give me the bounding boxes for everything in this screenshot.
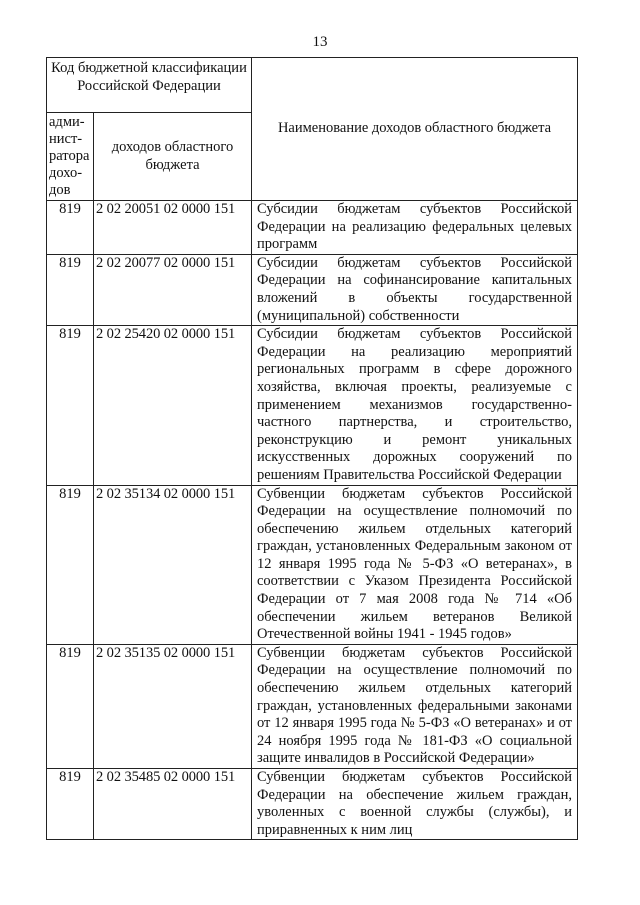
- admin-code-cell: 819: [47, 485, 94, 644]
- budget-classification-table: [46, 57, 578, 840]
- admin-code-cell: 819: [47, 254, 94, 325]
- budget-code-cell: 2 02 35485 02 0000 151: [94, 769, 252, 840]
- budget-code-cell: 2 02 20077 02 0000 151: [94, 254, 252, 325]
- description-cell: Субсидии бюджетам субъектов Российской Федерации на реализацию мероприятий региональных программ в сфере дорожного хозяйства, включая проекты, реализуемые с применением механизмов государственно-частного партнерства, и строительство, реконструкцию и ремонт уникальных искусственных дорожных сооружений по решениям Правительства Российской Федерации: [252, 326, 578, 485]
- budget-code-cell: 2 02 35135 02 0000 151: [94, 644, 252, 768]
- table-row: [47, 769, 578, 840]
- budget-code-cell: 2 02 20051 02 0000 151: [94, 201, 252, 255]
- table-row: [47, 485, 578, 644]
- header-row-group: [47, 58, 578, 113]
- table-row: [47, 201, 578, 255]
- description-cell: Субвенции бюджетам субъектов Российской Федерации на осуществление полномочий по обеспечению жильем отдельных категорий граждан, установленных федеральными законами от 12 января 1995 года № 5-ФЗ «О ветеранах» и от 24 ноября 1995 года № 181-ФЗ «О социальной защите инвалидов в Российской Федерации»: [252, 644, 578, 768]
- header-name-column: Наименование доходов областного бюджета: [252, 58, 578, 201]
- admin-code-cell: 819: [47, 201, 94, 255]
- header-classification-group: Код бюджетной классификации Российской Федерации: [47, 58, 252, 113]
- header-admin-column: адми-нист-ратора дохо-дов: [47, 113, 94, 201]
- page-number: 13: [312, 34, 328, 50]
- budget-code-cell: 2 02 35134 02 0000 151: [94, 485, 252, 644]
- admin-code-cell: 819: [47, 326, 94, 485]
- description-cell: Субсидии бюджетам субъектов Российской Федерации на реализацию федеральных целевых программ: [252, 201, 578, 255]
- description-cell: Субвенции бюджетам субъектов Российской Федерации на осуществление полномочий по обеспечению жильем отдельных категорий граждан, установленных Федеральным законом от 12 января 1995 года № 5-ФЗ «О ветеранах», в соответствии с Указом Президента Российской Федерации от 7 мая 2008 года № 714 «Об обеспечении жильем ветеранов Великой Отечественной войны 1941 - 1945 годов»: [252, 485, 578, 644]
- description-cell: Субвенции бюджетам субъектов Российской Федерации на обеспечение жильем граждан, уволенных с военной службы (службы), и приравненных к ним лиц: [252, 769, 578, 840]
- header-income-column: доходов областного бюджета: [94, 113, 252, 201]
- admin-code-cell: 819: [47, 644, 94, 768]
- table-row: [47, 254, 578, 325]
- budget-code-cell: 2 02 25420 02 0000 151: [94, 326, 252, 485]
- table-row: [47, 644, 578, 768]
- description-cell: Субсидии бюджетам субъектов Российской Федерации на софинансирование капитальных вложений в объекты государственной (муниципальной) собственности: [252, 254, 578, 325]
- admin-code-cell: 819: [47, 769, 94, 840]
- table-row: [47, 326, 578, 485]
